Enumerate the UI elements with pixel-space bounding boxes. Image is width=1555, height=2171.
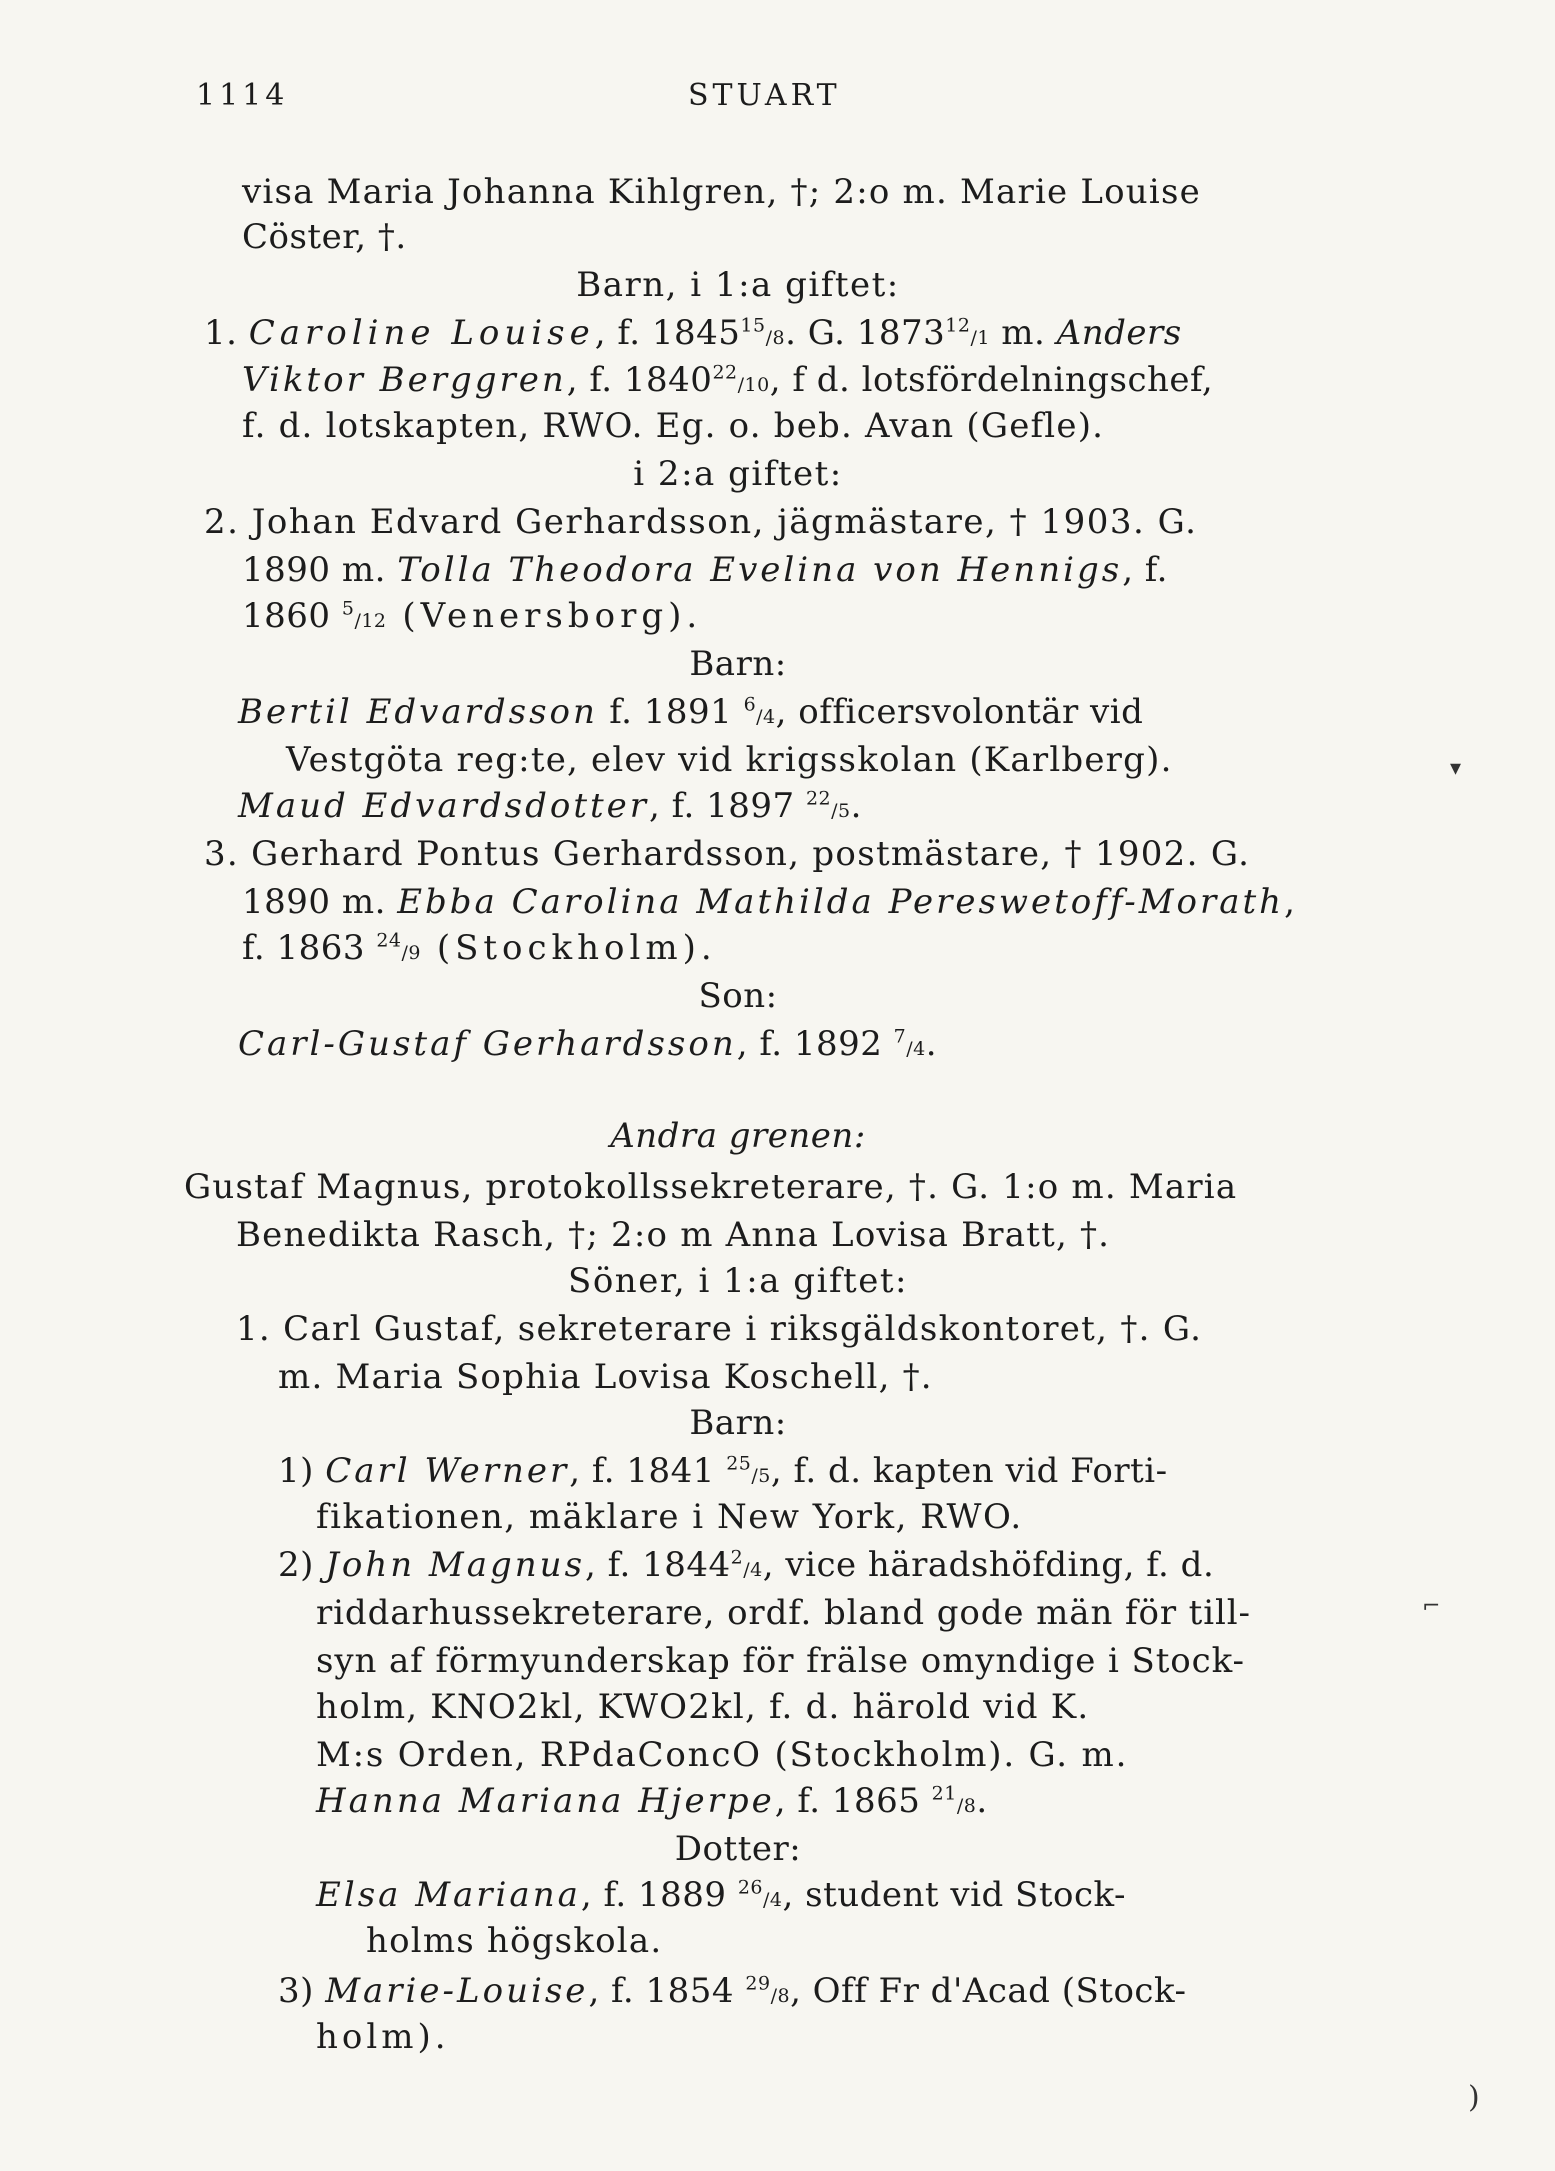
spouse-name: Tolla Theodora Evelina von Hennigs	[397, 550, 1123, 590]
spouse-name: Anders	[1056, 313, 1182, 353]
section-heading: Son:	[698, 976, 778, 1016]
date-month: /4	[906, 1038, 926, 1060]
text: , student vid Stock-	[782, 1875, 1126, 1915]
spouse-name: Viktor Berggren	[242, 360, 567, 400]
person-name: Carl Werner	[325, 1451, 570, 1491]
text: .	[925, 1024, 938, 1064]
date-month: /9	[401, 942, 422, 964]
text: .	[850, 786, 862, 826]
text-line: Gustaf Magnus, protokollssekreterare, †. G. 1:o m. Maria	[184, 1167, 1238, 1207]
birth-date: , f. 1897	[649, 786, 806, 826]
birth-date: , f. 1840	[566, 360, 713, 400]
date-day: 6	[743, 693, 757, 716]
entry-number: 1)	[278, 1451, 326, 1491]
entry-number: 2)	[278, 1545, 326, 1585]
date-day: 2	[730, 1546, 744, 1569]
date-day: 22	[805, 787, 832, 810]
text: f. 1863	[242, 928, 377, 968]
text-line: holms högskola.	[366, 1921, 663, 1961]
text-line: 2. Johan Edvard Gerhardsson, jägmästare, † 1903. G.	[204, 502, 1198, 542]
place: (Stockholm).	[421, 928, 717, 968]
text: , vice häradshöfding, f. d.	[762, 1545, 1215, 1585]
entry-line	[242, 596, 702, 636]
text-line: Cöster, †.	[242, 217, 407, 257]
section-heading: Barn, i 1:a giftet:	[576, 265, 900, 305]
scan-speck: ▾	[1450, 756, 1462, 781]
text: ,	[1284, 882, 1296, 922]
entry-line	[278, 1451, 1168, 1491]
date-day: 25	[726, 1452, 752, 1475]
text-line: holm).	[316, 2017, 450, 2057]
date-month: /5	[831, 800, 851, 822]
birth-date: , f. 1845	[594, 313, 741, 353]
text-line: holm, KNO2kl, KWO2kl, f. d. härold vid K.	[316, 1687, 1090, 1727]
entry-line	[204, 313, 1182, 353]
entry-line	[316, 1875, 1126, 1915]
birth-date: f. 1891	[597, 692, 744, 732]
text-line: f. d. lotskapten, RWO. Eg. o. beb. Avan (Gefle).	[242, 406, 1105, 446]
spouse-name: Ebba Carolina Mathilda Pereswetoff-Morath	[397, 882, 1285, 922]
text-line: m. Maria Sophia Lovisa Koschell, †.	[278, 1357, 933, 1397]
entry-number: 1.	[204, 313, 238, 353]
scan-speck: ⌐	[1422, 1594, 1441, 1619]
birth-date: , f. 1889	[580, 1875, 738, 1915]
entry-line	[316, 1781, 988, 1821]
section-heading: Dotter:	[674, 1829, 802, 1869]
person-name: Maud Edvardsdotter	[238, 786, 650, 826]
text: , f.	[1122, 550, 1168, 590]
entry-line	[278, 1971, 1186, 2011]
date-month: /4	[763, 1889, 783, 1911]
entry-line	[278, 1545, 1214, 1585]
text: .	[976, 1781, 988, 1821]
text: , f d. lotsfördelningschef,	[769, 360, 1214, 400]
scan-speck: )	[1468, 2080, 1480, 2115]
date-day: 5	[341, 597, 355, 620]
date-month: /10	[737, 374, 770, 396]
text-line: Benedikta Rasch, †; 2:o m Anna Lovisa Bratt, †.	[236, 1215, 1111, 1255]
entry-line	[242, 550, 1168, 590]
entry-line	[242, 360, 1213, 400]
person-name: John Magnus	[325, 1545, 586, 1585]
page-number: 1114	[196, 78, 289, 113]
birth-date: , f. 1865	[774, 1781, 932, 1821]
entry-line	[238, 786, 862, 826]
text: 1890 m.	[242, 882, 398, 922]
text-line: 1. Carl Gustaf, sekreterare i riksgäldskontoret, †. G.	[236, 1309, 1203, 1349]
text: 1890 m.	[242, 550, 398, 590]
date-month: /4	[743, 1559, 763, 1581]
date-day: 26	[737, 1876, 763, 1899]
date-month: /5	[751, 1465, 771, 1487]
date-day: 21	[931, 1782, 957, 1805]
text: 1860	[242, 596, 342, 636]
section-heading: Barn:	[689, 1403, 787, 1443]
date-month: /12	[354, 610, 387, 632]
date-month: /8	[770, 1985, 791, 2007]
date-day: 22	[712, 361, 738, 384]
text-line: riddarhussekreterare, ordf. bland gode män för till-	[316, 1593, 1251, 1633]
birth-date: , f. 1892	[736, 1024, 894, 1064]
entry-number: 3)	[278, 1971, 326, 2011]
date-day: 15	[740, 314, 766, 337]
text-line: fikationen, mäklare i New York, RWO.	[316, 1497, 1023, 1537]
branch-title: Andra grenen:	[610, 1116, 866, 1156]
text: , officersvolontär vid	[775, 692, 1144, 732]
text-line: syn af förmyunderskap för frälse omyndige i Stock-	[316, 1641, 1245, 1681]
text: m.	[989, 313, 1057, 353]
person-name: Carl-Gustaf Gerhardsson	[238, 1024, 737, 1064]
section-heading: Söner, i 1:a giftet:	[568, 1261, 908, 1301]
entry-line	[242, 928, 717, 968]
date-day: 29	[745, 1972, 771, 1995]
section-heading: i 2:a giftet:	[633, 454, 843, 494]
marriage-date: . G. 1873	[785, 313, 946, 353]
date-day: 24	[376, 929, 402, 952]
text: , f. d. kapten vid Forti-	[770, 1451, 1168, 1491]
date-month: /8	[956, 1795, 977, 1817]
text-line: visa Maria Johanna Kihlgren, †; 2:o m. Marie Louise	[242, 172, 1201, 212]
person-name: Marie-Louise	[325, 1971, 589, 2011]
person-name: Bertil Edvardsson	[238, 692, 598, 732]
date-month: /1	[970, 327, 990, 349]
text: , Off Fr d'Acad (Stock-	[790, 1971, 1187, 2011]
person-name: Caroline Louise	[248, 313, 595, 353]
birth-date: , f. 1854	[588, 1971, 746, 2011]
birth-date: , f. 1844	[585, 1545, 731, 1585]
text-line: Vestgöta reg:te, elev vid krigsskolan (Karlberg).	[286, 740, 1173, 780]
text-line: M:s Orden, RPdaConcO (Stockholm). G. m.	[316, 1735, 1129, 1775]
date-month: /8	[765, 327, 786, 349]
person-name: Elsa Mariana	[316, 1875, 581, 1915]
spouse-name: Hanna Mariana Hjerpe	[316, 1781, 775, 1821]
entry-line	[242, 882, 1295, 922]
entry-line	[238, 692, 1143, 732]
date-day: 7	[893, 1025, 907, 1048]
text-line: 3. Gerhard Pontus Gerhardsson, postmästare, † 1902. G.	[204, 834, 1251, 874]
birth-date: , f. 1841	[569, 1451, 727, 1491]
branch-heading	[478, 1116, 998, 1156]
date-day: 12	[945, 314, 971, 337]
running-title: STUART	[688, 78, 841, 113]
place: (Venersborg).	[386, 596, 703, 636]
entry-line	[238, 1024, 937, 1064]
section-heading: Barn:	[689, 644, 787, 684]
date-month: /4	[756, 706, 776, 728]
